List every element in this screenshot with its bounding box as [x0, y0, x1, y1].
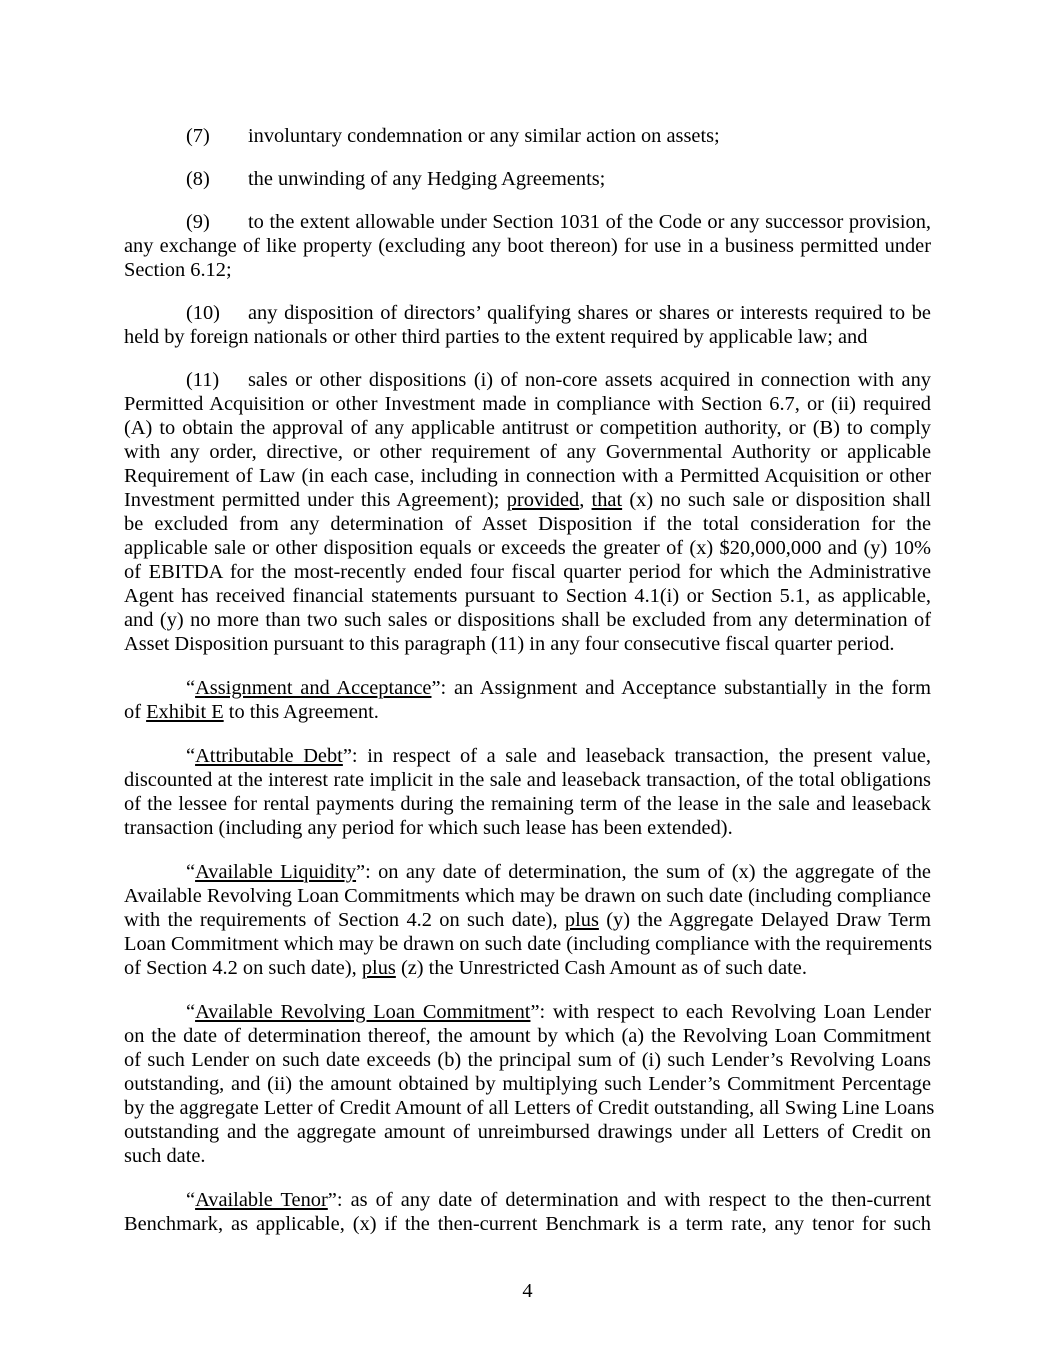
text-line: “Available Liquidity”: on any date of determination, the sum of (x) the aggregate of the: [186, 861, 931, 883]
text-line: transaction (including any period for which such lease has been extended).: [124, 817, 733, 839]
text-line: Benchmark, as applicable, (x) if the then-current Benchmark is a term rate, any tenor for such: [124, 1213, 931, 1235]
text-line: applicable sale or other disposition equals or exceeds the greater of (x) $20,000,000 and (y) 10%: [124, 537, 931, 559]
text-line: with any order, directive, or other requirement of any Governmental Authority or applicable: [124, 441, 931, 463]
text-line: of Exhibit E to this Agreement.: [124, 701, 379, 723]
text-line: Section 6.12;: [124, 259, 232, 281]
defined-term: Available Tenor: [195, 1189, 328, 1211]
text-line: by the aggregate Letter of Credit Amount of all Letters of Credit outstanding, all Swing Line Loans: [124, 1097, 935, 1119]
defined-term: provided: [506, 489, 580, 511]
text-line: Investment permitted under this Agreement); provided, that (x) no such sale or disposition shall: [124, 489, 932, 511]
text-line: Requirement of Law (in each case, including in connection with a Permitted Acquisition or other: [124, 465, 931, 487]
numbered-clause: [124, 302, 931, 349]
definition-paragraph: [124, 676, 931, 724]
text-line: Permitted Acquisition or other Investment made in compliance with Section 6.7, or (ii) required: [124, 393, 931, 415]
definition-paragraph: [124, 860, 931, 980]
defined-term: Available Liquidity: [195, 861, 357, 883]
text-line: Agent has received financial statements pursuant to Section 4.1(i) or Section 5.1, as applicable,: [124, 585, 931, 607]
text-line: and (y) no more than two such sales or dispositions shall be excluded from any determination of: [124, 609, 931, 631]
numbered-clause: [124, 369, 931, 656]
text-line: [124, 125, 931, 148]
clause-text: the unwinding of any Hedging Agreements;: [248, 168, 606, 190]
page-number: 4: [522, 1280, 533, 1302]
text-line: outstanding, and (ii) the amount obtained by multiplying such Lender’s Commitment Percentage: [124, 1073, 931, 1095]
numbered-clause: [124, 168, 931, 191]
text-line: outstanding and the aggregate amount of unreimbursed drawings under all Letters of Credit on: [124, 1121, 931, 1143]
text-line: [124, 211, 931, 234]
definition-paragraph: [124, 1000, 935, 1168]
text-line: held by foreign nationals or other third parties to the extent required by applicable law; and: [124, 326, 868, 348]
clause-number: (10): [186, 302, 220, 324]
text-line: [124, 369, 931, 392]
text-line: such date.: [124, 1145, 206, 1167]
clause-text: sales or other dispositions (i) of non-core assets acquired in connection with any: [248, 369, 931, 391]
definition-paragraph: [124, 744, 931, 840]
text-line: on the date of determination thereof, the amount by which (a) the Revolving Loan Commitment: [124, 1025, 931, 1047]
numbered-clause: [124, 211, 931, 282]
text-line: [124, 302, 931, 325]
clause-text: to the extent allowable under Section 1031 of the Code or any successor provision,: [248, 211, 931, 233]
defined-term: plus: [564, 909, 599, 931]
clause-text: involuntary condemnation or any similar action on assets;: [248, 125, 720, 147]
text-line: “Attributable Debt”: in respect of a sale and leaseback transaction, the present value,: [186, 745, 931, 767]
clause-number: (9): [186, 211, 210, 233]
text-line: discounted at the interest rate implicit in the sale and leaseback transaction, of the total obligations: [124, 769, 931, 791]
defined-term: Attributable Debt: [195, 745, 343, 767]
clause-number: (11): [186, 369, 220, 391]
text-line: [124, 168, 931, 191]
defined-term: Available Revolving Loan Commitment: [195, 1001, 531, 1023]
defined-term: Assignment and Acceptance: [195, 677, 432, 699]
defined-term: plus: [361, 957, 396, 979]
document-body: [124, 125, 935, 1256]
definition-paragraph: [124, 1188, 931, 1236]
text-line: Available Revolving Loan Commitments which may be drawn on such date (including compliance: [124, 885, 931, 907]
text-line: “Available Tenor”: as of any date of determination and with respect to the then-current: [186, 1189, 931, 1211]
text-line: of Section 4.2 on such date), plus (z) the Unrestricted Cash Amount as of such date.: [124, 957, 807, 979]
text-line: of the lessee for rental payments during the remaining term of the lease in the sale and leaseback: [124, 793, 931, 815]
text-line: of such Lender on such date exceeds (b) the principal sum of (i) such Lender’s Revolving Loans: [124, 1049, 931, 1071]
text-line: of EBITDA for the most-recently ended four fiscal quarter period for which the Administrative: [124, 561, 931, 583]
text-line: Loan Commitment which may be drawn on such date (including compliance with the requirements: [124, 933, 933, 955]
defined-term: Exhibit E: [146, 701, 224, 723]
numbered-clause: [124, 125, 931, 148]
text-line: Asset Disposition pursuant to this paragraph (11) in any four consecutive fiscal quarter period.: [124, 633, 895, 655]
clause-text: any disposition of directors’ qualifying shares or shares or interests required to be: [248, 302, 931, 324]
clause-number: (8): [186, 168, 210, 190]
text-line: “Assignment and Acceptance”: an Assignment and Acceptance substantially in the form: [186, 677, 931, 699]
text-line: any exchange of like property (excluding any boot thereon) for use in a business permitted under: [124, 235, 931, 257]
text-line: (A) to obtain the approval of any applicable antitrust or competition authority, or (B) to comply: [124, 417, 931, 439]
text-line: be excluded from any determination of Asset Disposition if the total consideration for the: [124, 513, 931, 535]
text-line: with the requirements of Section 4.2 on such date), plus (y) the Aggregate Delayed Draw Term: [124, 909, 931, 931]
defined-term: that: [591, 489, 623, 511]
clause-number: (7): [186, 125, 210, 147]
text-line: “Available Revolving Loan Commitment”: with respect to each Revolving Loan Lender: [186, 1001, 932, 1023]
